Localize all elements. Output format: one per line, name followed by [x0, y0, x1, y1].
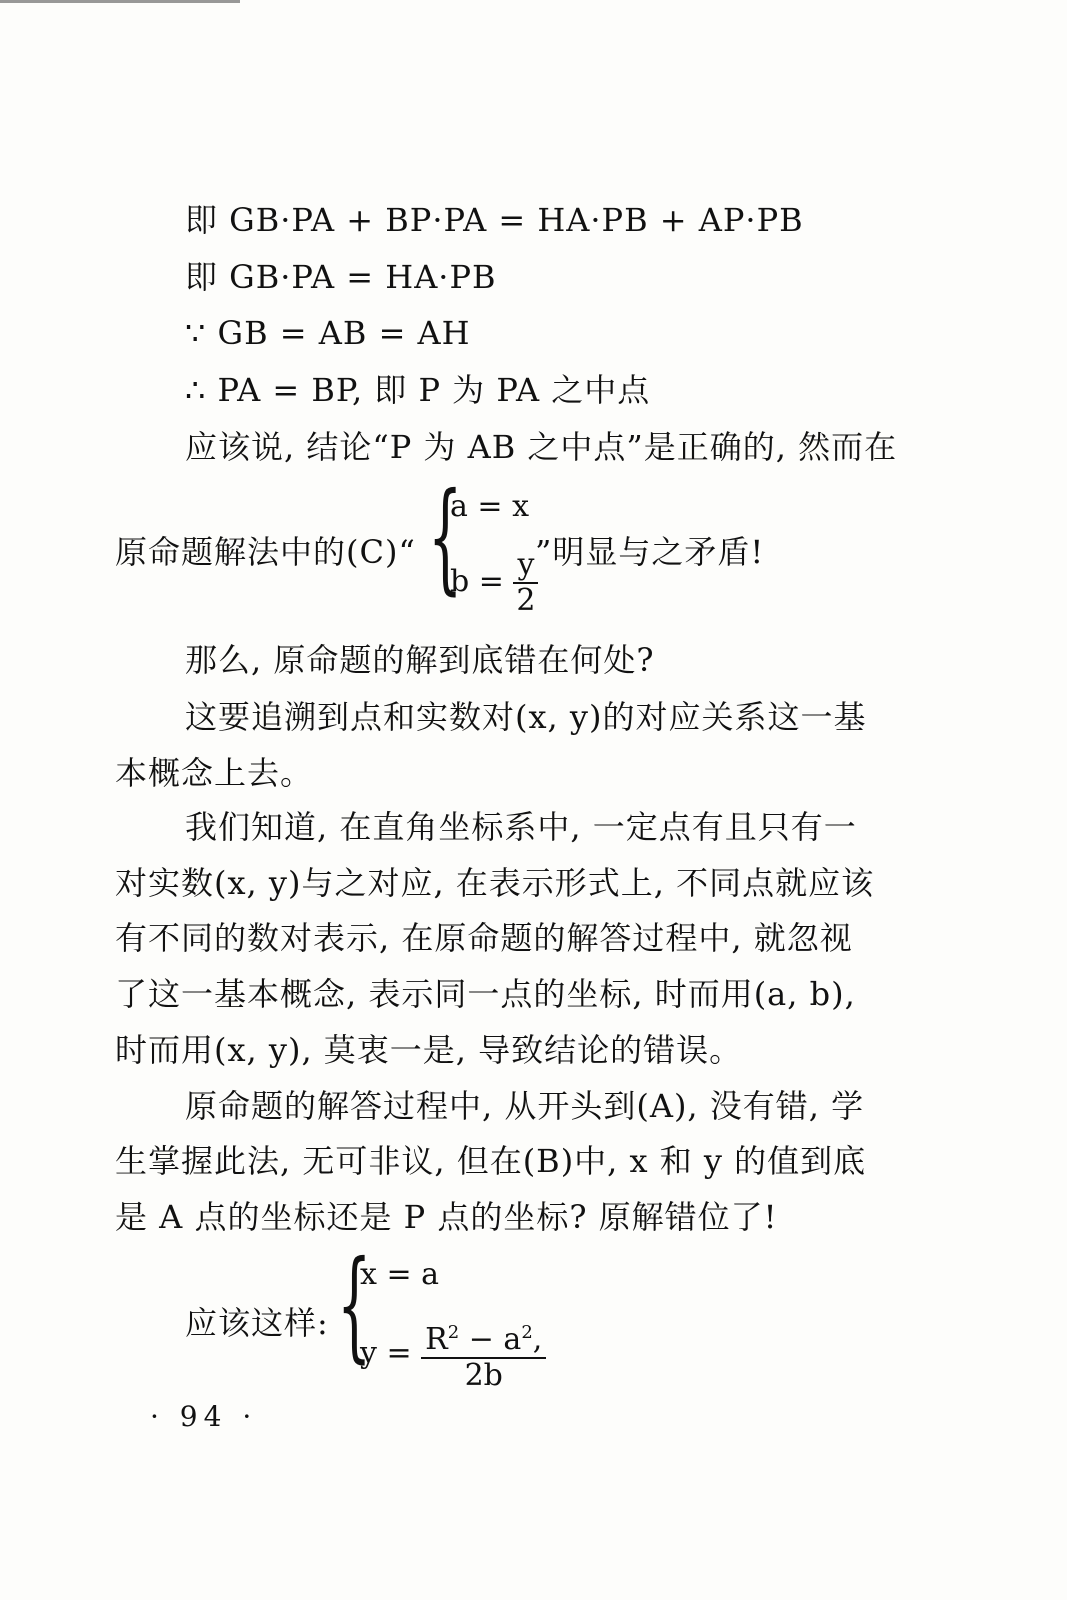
paragraph-line: 这要追溯到点和实数对(x, y)的对应关系这一基 — [185, 698, 867, 736]
equation-line-1: 即 GB·PA + BP·PA = HA·PB + AP·PB — [185, 201, 804, 239]
denominator: 2b — [464, 1358, 503, 1393]
paragraph-line: 对实数(x, y)与之对应, 在表示形式上, 不同点就应该 — [115, 864, 875, 902]
exponent: 2 — [447, 1322, 460, 1343]
paragraph-line: 原命题的解答过程中, 从开头到(A), 没有错, 学 — [185, 1087, 865, 1125]
system-eq-top: x = a — [360, 1257, 440, 1292]
paragraph-line: 生掌握此法, 无可非议, 但在(B)中, x 和 y 的值到底 — [115, 1142, 867, 1180]
paragraph-line: 本概念上去。 — [115, 754, 314, 792]
exponent: 2 — [521, 1322, 533, 1343]
equation-line-3: ∵ GB = AB = AH — [185, 314, 471, 352]
numerator-r: R — [425, 1322, 448, 1357]
left-brace: { — [428, 468, 463, 607]
paragraph-line: 有不同的数对表示, 在原命题的解答过程中, 就忽视 — [115, 919, 853, 957]
paragraph-line: 那么, 原命题的解到底错在何处? — [185, 641, 655, 679]
fraction — [421, 1316, 546, 1393]
paragraph-line: 了这一基本概念, 表示同一点的坐标, 时而用(a, b), — [115, 975, 856, 1013]
paragraph-line: 时而用(x, y), 莫衷一是, 导致结论的错误。 — [115, 1031, 743, 1069]
numerator-comma: , — [532, 1322, 543, 1357]
paragraph-line-post-system: ”明显与之矛盾! — [535, 533, 765, 571]
top-rule — [0, 0, 240, 3]
numerator: y — [513, 548, 538, 584]
system-eq-top: a = x — [450, 489, 530, 524]
paragraph-line-pre-system: 原命题解法中的(C)“ — [115, 533, 416, 571]
system-eq-bottom — [360, 1316, 546, 1393]
paragraph-line: 应该说, 结论“P 为 AB 之中点”是正确的, 然而在 — [185, 428, 898, 466]
paragraph-line: 是 A 点的坐标还是 P 点的坐标? 原解错位了! — [115, 1198, 778, 1236]
left-brace: { — [337, 1236, 372, 1375]
system-eq-bottom — [450, 548, 538, 618]
system-eq-lhs: b = — [450, 564, 504, 599]
paragraph-line-pre-system: 应该这样: — [185, 1304, 329, 1342]
page-number: · 94 · — [150, 1400, 258, 1433]
denominator: 2 — [516, 583, 536, 618]
equation-line-4: ∴ PA = BP, 即 P 为 PA 之中点 — [185, 371, 651, 409]
system-eq-lhs: y = — [360, 1335, 412, 1371]
numerator-minus-a: − a — [459, 1322, 522, 1357]
paragraph-line: 我们知道, 在直角坐标系中, 一定点有且只有一 — [185, 808, 857, 846]
equation-line-2: 即 GB·PA = HA·PB — [185, 258, 497, 296]
numerator — [421, 1316, 546, 1359]
